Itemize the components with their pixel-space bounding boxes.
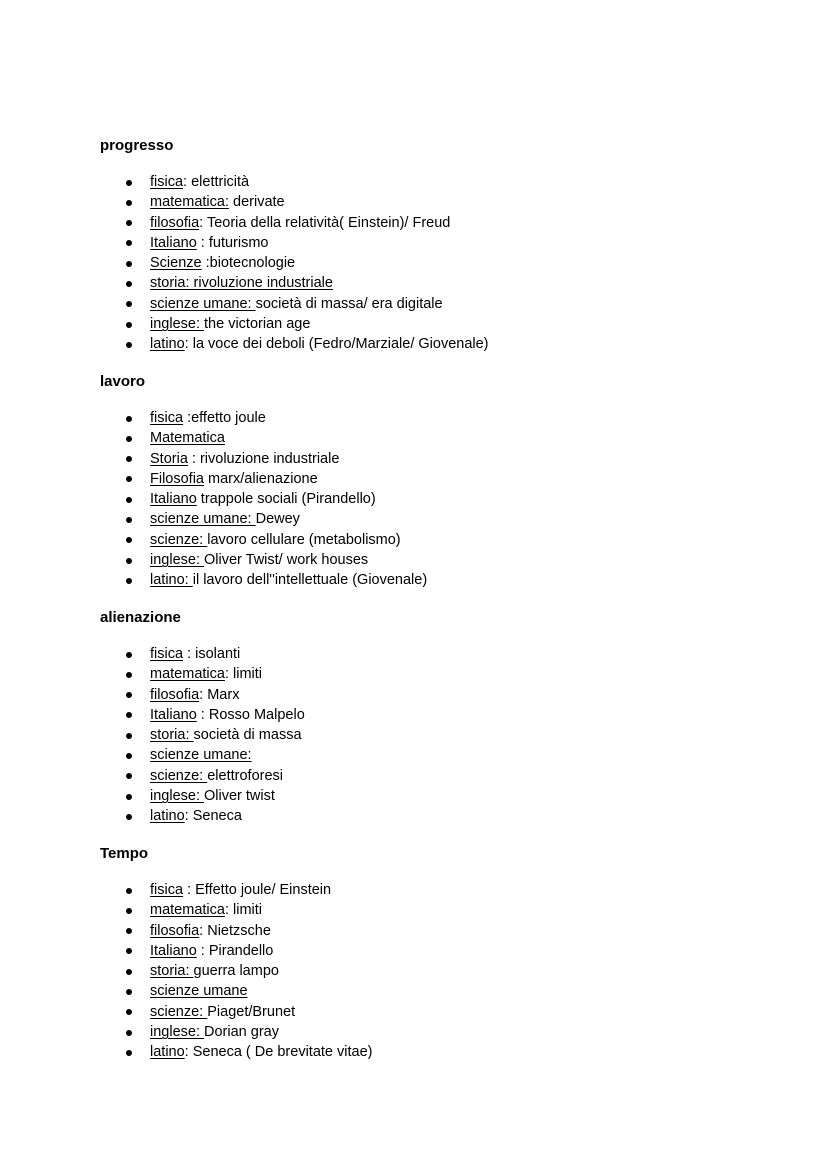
bullet-icon bbox=[126, 794, 132, 800]
bullet-icon bbox=[126, 578, 132, 584]
subject-label: Filosofia bbox=[150, 470, 204, 487]
subject-label: latino bbox=[150, 336, 185, 353]
list-item bbox=[100, 705, 760, 725]
list-item bbox=[100, 469, 760, 489]
bullet-icon bbox=[126, 969, 132, 975]
section-title: progresso bbox=[100, 137, 174, 154]
bullet-icon bbox=[126, 814, 132, 820]
item-text: :effetto joule bbox=[183, 410, 266, 426]
section-progresso bbox=[100, 136, 760, 355]
list-item bbox=[100, 941, 760, 961]
item-text: : isolanti bbox=[183, 646, 241, 662]
list-item bbox=[100, 314, 760, 334]
subject-label: storia: rivoluzione industriale bbox=[150, 275, 333, 292]
bullet-icon bbox=[126, 416, 132, 422]
subject-label: latino bbox=[150, 1044, 185, 1061]
bullet-icon bbox=[126, 733, 132, 739]
bullet-icon bbox=[126, 281, 132, 287]
item-text: : Rosso Malpelo bbox=[196, 706, 305, 723]
subject-label: Italiano bbox=[150, 942, 197, 959]
section-lavoro bbox=[100, 372, 760, 591]
item-text: : rivoluzione industriale bbox=[187, 450, 340, 467]
item-text: : limiti bbox=[224, 902, 263, 919]
list-item bbox=[100, 550, 760, 570]
bullet-icon bbox=[126, 558, 132, 564]
item-text: Oliver twist bbox=[204, 788, 275, 805]
bullet-icon bbox=[126, 773, 132, 779]
list-item bbox=[100, 685, 760, 705]
bullet-list bbox=[100, 880, 760, 1063]
list-item bbox=[100, 253, 760, 273]
list-item bbox=[100, 530, 760, 550]
subject-label: inglese: bbox=[150, 1024, 205, 1041]
bullet-icon bbox=[126, 537, 132, 543]
list-item bbox=[100, 766, 760, 786]
list-item bbox=[100, 1042, 760, 1062]
list-item bbox=[100, 745, 760, 765]
subject-label: scienze: bbox=[150, 767, 208, 784]
list-item bbox=[100, 664, 760, 684]
item-text: guerra lampo bbox=[193, 963, 279, 980]
item-text: marx/alienazione bbox=[204, 470, 318, 487]
item-text: : Marx bbox=[199, 686, 240, 703]
subject-label: scienze umane bbox=[150, 983, 248, 1000]
item-text: elettroforesi bbox=[207, 767, 283, 784]
list-item bbox=[100, 921, 760, 941]
bullet-icon bbox=[126, 497, 132, 503]
bullet-icon bbox=[126, 322, 132, 328]
item-text: : Effetto joule/ Einstein bbox=[183, 882, 332, 898]
list-item bbox=[100, 1022, 760, 1042]
list-item bbox=[100, 509, 760, 529]
section-alienazione bbox=[100, 608, 760, 827]
list-item bbox=[100, 408, 760, 428]
bullet-icon bbox=[126, 301, 132, 307]
subject-label: fisica bbox=[150, 410, 184, 426]
list-item bbox=[100, 961, 760, 981]
bullet-icon bbox=[126, 888, 132, 894]
bullet-icon bbox=[126, 1030, 132, 1036]
item-text: Dewey bbox=[255, 511, 300, 528]
list-item bbox=[100, 213, 760, 233]
section-tempo bbox=[100, 844, 760, 1063]
list-item bbox=[100, 294, 760, 314]
bullet-icon bbox=[126, 652, 132, 658]
list-item bbox=[100, 644, 760, 664]
item-text: Oliver Twist/ work houses bbox=[204, 552, 369, 569]
item-text: derivate bbox=[228, 194, 285, 211]
subject-label: fisica bbox=[150, 646, 184, 662]
item-text: : Pirandello bbox=[196, 942, 274, 959]
list-item bbox=[100, 806, 760, 826]
bullet-icon bbox=[126, 928, 132, 934]
subject-label: filosofia bbox=[150, 922, 200, 939]
item-text: società di massa/ era digitale bbox=[255, 295, 443, 312]
bullet-icon bbox=[126, 200, 132, 206]
item-text: Dorian gray bbox=[204, 1024, 279, 1041]
item-text: società di massa bbox=[193, 727, 302, 744]
bullet-icon bbox=[126, 342, 132, 348]
bullet-icon bbox=[126, 220, 132, 226]
item-text: : Seneca ( De brevitate vitae) bbox=[184, 1044, 373, 1061]
subject-label: Scienze bbox=[150, 255, 202, 272]
list-item bbox=[100, 172, 760, 192]
item-text: il lavoro dell''intellettuale (Giovenale) bbox=[192, 572, 428, 589]
list-item bbox=[100, 1002, 760, 1022]
subject-label: filosofia bbox=[150, 214, 200, 231]
list-item bbox=[100, 192, 760, 212]
bullet-icon bbox=[126, 908, 132, 914]
subject-label: Matematica bbox=[150, 430, 225, 447]
item-text: the victorian age bbox=[204, 316, 311, 333]
item-text: lavoro cellulare (metabolismo) bbox=[207, 531, 401, 548]
item-text: : Teoria della relatività( Einstein)/ Freud bbox=[199, 214, 451, 231]
bullet-icon bbox=[126, 436, 132, 442]
bullet-icon bbox=[126, 948, 132, 954]
subject-label: scienze umane: bbox=[150, 511, 256, 528]
bullet-icon bbox=[126, 712, 132, 718]
subject-label: scienze: bbox=[150, 1003, 208, 1020]
item-text: trappole sociali (Pirandello) bbox=[196, 491, 376, 508]
subject-label: filosofia bbox=[150, 686, 200, 703]
list-item bbox=[100, 900, 760, 920]
bullet-list bbox=[100, 408, 760, 591]
bullet-icon bbox=[126, 1050, 132, 1056]
item-text: Piaget/Brunet bbox=[207, 1003, 296, 1020]
subject-label: matematica bbox=[150, 902, 225, 919]
subject-label: inglese: bbox=[150, 552, 205, 569]
bullet-icon bbox=[126, 517, 132, 523]
list-item bbox=[100, 449, 760, 469]
subject-label: storia: bbox=[150, 727, 194, 744]
bullet-icon bbox=[126, 1009, 132, 1015]
bullet-icon bbox=[126, 261, 132, 267]
list-item bbox=[100, 570, 760, 590]
list-item bbox=[100, 428, 760, 448]
subject-label: scienze umane: bbox=[150, 747, 252, 764]
item-text: :biotecnologie bbox=[201, 255, 296, 272]
bullet-icon bbox=[126, 240, 132, 246]
subject-label: latino: bbox=[150, 572, 193, 589]
subject-label: storia: bbox=[150, 963, 194, 980]
bullet-icon bbox=[126, 753, 132, 759]
bullet-icon bbox=[126, 989, 132, 995]
subject-label: latino bbox=[150, 808, 185, 825]
list-item bbox=[100, 334, 760, 354]
subject-label: Italiano bbox=[150, 706, 197, 723]
item-text: : Seneca bbox=[184, 808, 242, 825]
subject-label: inglese: bbox=[150, 316, 205, 333]
section-title: lavoro bbox=[100, 373, 146, 390]
bullet-icon bbox=[126, 476, 132, 482]
bullet-icon bbox=[126, 180, 132, 186]
item-text: : Nietzsche bbox=[199, 922, 271, 939]
subject-label: Italiano bbox=[150, 234, 197, 251]
item-text: : la voce dei deboli (Fedro/Marziale/ Giovenale) bbox=[184, 336, 489, 353]
subject-label: matematica bbox=[150, 666, 225, 683]
subject-label: Italiano bbox=[150, 491, 197, 508]
subject-label: inglese: bbox=[150, 788, 205, 805]
bullet-icon bbox=[126, 672, 132, 678]
bullet-list bbox=[100, 172, 760, 355]
list-item bbox=[100, 233, 760, 253]
subject-label: fisica bbox=[150, 882, 184, 898]
item-text: : elettricità bbox=[183, 174, 250, 190]
subject-label: Storia bbox=[150, 450, 188, 467]
item-text: : futurismo bbox=[196, 234, 269, 251]
subject-label: matematica: bbox=[150, 194, 229, 211]
list-item bbox=[100, 489, 760, 509]
subject-label: fisica bbox=[150, 174, 184, 190]
item-text: : limiti bbox=[224, 666, 263, 683]
section-title: Tempo bbox=[100, 845, 149, 862]
list-item bbox=[100, 880, 760, 900]
bullet-icon bbox=[126, 456, 132, 462]
bullet-list bbox=[100, 644, 760, 827]
subject-label: scienze: bbox=[150, 531, 208, 548]
list-item bbox=[100, 786, 760, 806]
section-title: alienazione bbox=[100, 609, 181, 626]
list-item bbox=[100, 273, 760, 293]
list-item bbox=[100, 981, 760, 1001]
subject-label: scienze umane: bbox=[150, 295, 256, 312]
bullet-icon bbox=[126, 692, 132, 698]
list-item bbox=[100, 725, 760, 745]
